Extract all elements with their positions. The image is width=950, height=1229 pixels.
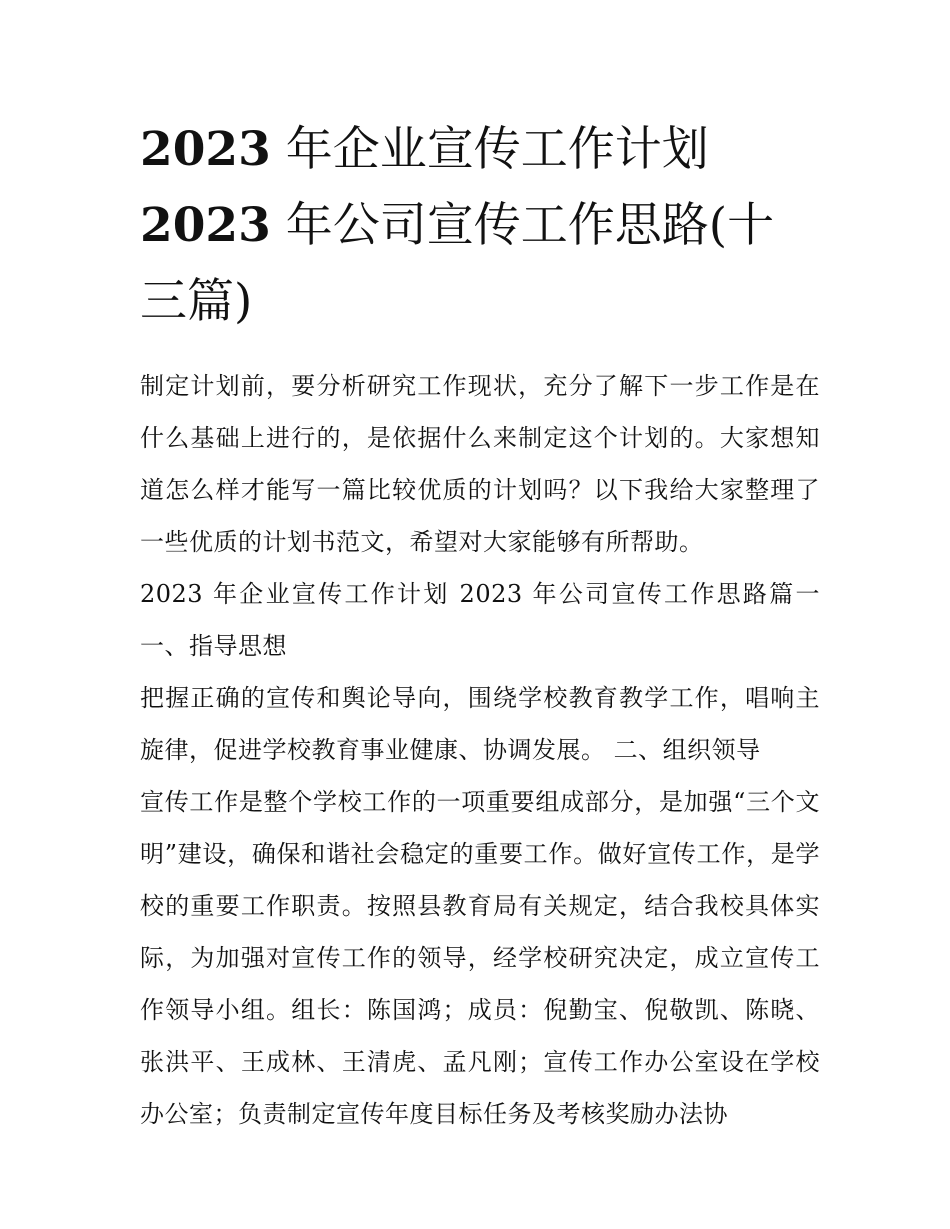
title-year-2: 2023 <box>140 198 271 253</box>
guiding-thought-paragraph: 把握正确的宣传和舆论导向，围绕学校教育教学工作，唱响主旋律，促进学校教育事业健康、协调发展。 二、组织领导 <box>140 684 820 764</box>
document-page <box>140 112 820 1140</box>
title-text-1: 年企业宣传工作计划 <box>270 122 709 177</box>
organization-paragraph: 宣传工作是整个学校工作的一项重要组成部分，是加强“三个文明”建设，确保和谐社会稳定的重要工作。做好宣传工作，是学校的重要工作职责。按照县教育局有关规定，结合我校具体实际，为加强对宣传工作的领导，经学校研究决定，成立宣传工作领导小组。组长：陈国鸿；成员：倪勤宝、倪敬凯、陈晓、张洪平、王成林、王清虎、孟凡刚；宣传工作办公室设在学校办公室；负责制定宣传年度目标任务及考核奖励办法协 <box>140 788 820 1128</box>
intro-paragraph: 制定计划前，要分析研究工作现状，充分了解下一步工作是在什么基础上进行的，是依据什么来制定这个计划的。大家想知道怎么样才能写一篇比较优质的计划吗？以下我给大家整理了一些优质的计划书范文，希望对大家能够有所帮助。 <box>140 372 820 556</box>
section-heading-paragraph: 2023 年企业宣传工作计划 2023 年公司宣传工作思路篇一 一、指导思想 <box>140 580 820 660</box>
title-text-2: 年公司宣传工作思路(十三篇) <box>140 198 775 329</box>
document-title <box>140 112 820 340</box>
title-year-1: 2023 <box>140 122 271 177</box>
